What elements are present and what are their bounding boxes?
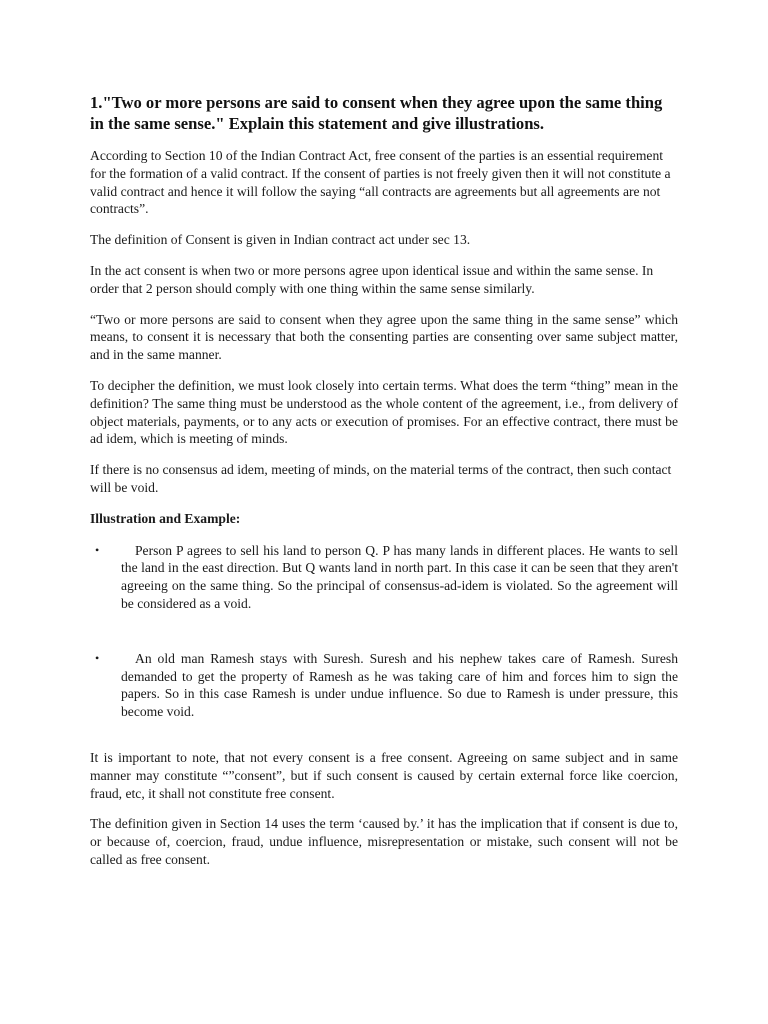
list-item [90, 542, 678, 613]
illustration-text: Person P agrees to sell his land to person Q. P has many lands in different places. He wants to sell the land in the east direction. But Q wants land in north part. In this case it can be seen that they aren't agreeing on the same thing. So the principal of consensus-ad-idem is violated. So the agreement will be considered as a void. [121, 542, 678, 611]
paragraph-decipher: To decipher the definition, we must look closely into certain terms. What does the term “thing” mean in the definition? The same thing must be understood as the whole content of the agreement, i.e., from delivery of object materials, payments, or to any acts or execution of promises. For an effective contract, there must be ad idem, which is meeting of minds. [90, 377, 678, 447]
paragraph-consensus: If there is no consensus ad idem, meeting of minds, on the material terms of the contract, then such contact will be void. [90, 462, 672, 495]
question-title: 1."Two or more persons are said to consent when they agree upon the same thing in the same sense." Explain this statement and give illustrations. [90, 93, 663, 133]
bullet-icon: • [95, 542, 100, 557]
paragraph-definition: The definition of Consent is given in Indian contract act under sec 13. [90, 232, 471, 248]
bullet-icon: • [95, 650, 100, 665]
illustration-text: An old man Ramesh stays with Suresh. Suresh and his nephew takes care of Ramesh. Suresh demanded to get the property of Ramesh as he was taking care of him and forces him to sign the papers. So in this case Ramesh is under undue influence. So due to Ramesh is under pressure, this become void. [121, 650, 678, 720]
illustration-list [90, 542, 678, 721]
list-item [90, 650, 678, 721]
paragraph-free-consent: It is important to note, that not every consent is a free consent. Agreeing on same subject and in same manner may constitute “”consent”, but if such consent is caused by certain external force like coercion, fraud, etc, it shall not constitute free consent. [90, 749, 678, 801]
document-page [90, 92, 678, 882]
paragraph-act-consent: In the act consent is when two or more persons agree upon identical issue and within the same sense. In order that 2 person should comply with one thing within the same sense similarly. [90, 262, 654, 296]
illustration-heading: Illustration and Example: [90, 510, 241, 526]
paragraph-section-14: The definition given in Section 14 uses the term ‘caused by.’ it has the implication that if consent is due to, or because of, coercion, fraud, undue influence, misrepresentation or mistake, such consent will not be called as free consent. [90, 816, 678, 867]
paragraph-quote: “Two or more persons are said to consent when they agree upon the same thing in the same sense” which means, to consent it is necessary that both the consenting parties are consenting over same subject matter, and in the same manner. [90, 311, 678, 363]
paragraph-section-10: According to Section 10 of the Indian Contract Act, free consent of the parties is an essential requirement for the formation of a valid contract. If the consent of parties is not freely given then it will not constitute a valid contract and hence it will follow the saying “all contracts are agreements but all agreements are not contracts”. [90, 148, 671, 217]
